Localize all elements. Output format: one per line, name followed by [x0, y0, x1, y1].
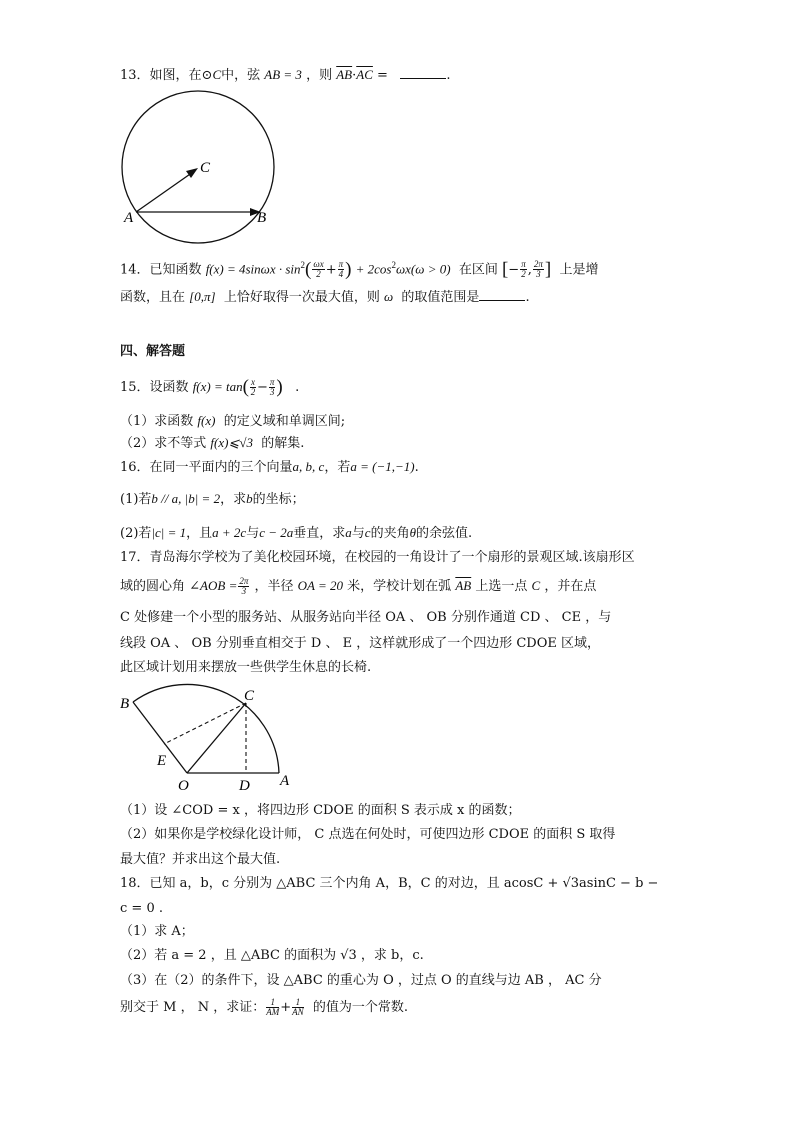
- q15-end: .: [295, 380, 300, 395]
- q14-omega: ω: [383, 289, 394, 304]
- q14-interval-intro: 在区间: [458, 262, 498, 278]
- q14-l2-mid: 上恰好取得一次最大值，则: [223, 290, 380, 305]
- q15-frac-x2: $\frac{x}{2}$: [250, 377, 256, 397]
- q14-plus: +: [325, 262, 337, 278]
- q17-part2: （2）如果你是学校绿化设计师， C 点选在何处时，可使四边形 CDOE 的面积 S 取得: [120, 827, 616, 842]
- point-a-label: A: [280, 773, 290, 789]
- q17-line3: C 处修建一个小型的服务站、从服务站向半径 OA 、 OB 分别作通道 CD 、 CE ，与: [120, 610, 612, 625]
- q13-mid: 中，弦: [221, 68, 261, 83]
- point-c-label: C: [200, 160, 211, 176]
- q14-l2-suffix: 的取值范围是: [401, 290, 480, 305]
- q14-frac-pi4: $\frac{\pi}{4}$: [338, 259, 344, 280]
- q17-part2-cont: 最大值？并求出这个最大值.: [120, 852, 281, 867]
- q16-stem: 16．在同一平面内的三个向量a, b, c，若a = (−1,−1).: [120, 459, 419, 475]
- q13-vector-ab: $\overline{AB}$: [336, 67, 353, 82]
- q18-part3-cont: 别交于 M ， N ，求证： $\frac{1}{AM}$ + $\frac{1}{AN}$ 的值为一个常数.: [120, 997, 409, 1017]
- q14-rest: + 2cos: [355, 261, 392, 277]
- q14-l2-prefix: 函数，且在: [120, 290, 186, 305]
- q13-equals: =: [377, 68, 388, 83]
- q13-end: .: [446, 68, 451, 83]
- q13-vector-ac: $\overline{AC}$: [356, 67, 373, 82]
- q14-square2: 2: [391, 260, 396, 270]
- point-a-label: A: [124, 210, 134, 226]
- q17-line5: 此区域计划用来摆放一些供学生休息的长椅.: [120, 660, 372, 675]
- q15-rparen: ): [276, 376, 283, 398]
- q14-prefix: 14．已知函数: [120, 262, 202, 278]
- point-e-label: E: [157, 753, 167, 769]
- q16-part2: (2)若|c| = 1，且a + 2c与c − 2a垂直，求a与c的夹角θ的余弦值.: [120, 525, 473, 541]
- q14-function: f(x) = 4sinωx · sin: [205, 261, 301, 277]
- q15-part2: （2）求不等式 f(x)⩽√3 的解集.: [120, 435, 305, 451]
- q14-frac-wx2: $\frac{\omega x}{2}$: [313, 259, 324, 280]
- q18-line2: c = 0 .: [120, 901, 163, 916]
- q14-frac-pi2: $\frac{\pi}{2}$: [521, 259, 526, 280]
- q14-line1: 14．已知函数 $f(x) = 4\sin\omega x \cdot \sin^2$( $\frac{\omega x}{2}$ + $\frac{\pi}{4}$ ) + $2\cos^2\omega x(\omega > 0)$ 在区间 [− $\frac{\pi}{2}$ , $\frac{2\pi}{3}$ ] 上是增: [120, 258, 599, 280]
- segment-ce: [164, 703, 246, 744]
- q13-chord: AB = 3: [264, 67, 302, 82]
- q14-l2-interval: [0,π]: [189, 289, 216, 304]
- section-heading: 四、解答题: [120, 344, 186, 359]
- q14-square: 2: [300, 260, 306, 270]
- q16-part1: (1)若b // a, |b| = 2，求b的坐标；: [120, 491, 305, 507]
- q14-lparen: (: [305, 258, 312, 280]
- q15-minus: −: [256, 380, 268, 395]
- q14-suffix: 上是增: [559, 262, 599, 278]
- point-d-label: D: [239, 778, 250, 794]
- q13-prefix: 13．如图，在⊙: [120, 68, 213, 83]
- q13-circle-letter: C: [212, 67, 222, 82]
- point-b-label: B: [257, 210, 267, 226]
- q14-minus: −: [508, 262, 520, 278]
- q17-line2: 域的圆心角 ∠AOB = $\frac{2\pi}{3}$ ，半径 OA = 20 米，学校计划在弧 $\overline{AB}$ 上选一点 C ，并在点: [120, 576, 597, 596]
- q14-lbracket: [: [501, 258, 509, 280]
- q18-line1: 18．已知 a，b，c 分别为 △ABC 三个内角 A，B，C 的对边，且 acosC + √3asinC − b −: [120, 876, 659, 891]
- q18-part1: （1）求 A；: [120, 924, 194, 939]
- q15-lparen: (: [242, 376, 249, 398]
- q14-rparen: ): [345, 258, 352, 280]
- q14-frac-2pi3: $\frac{2\pi}{3}$: [533, 259, 543, 280]
- point-o-label: O: [178, 778, 189, 794]
- q17-part1: （1）设 ∠COD = x ，将四边形 CDOE 的面积 S 表示成 x 的函数；: [120, 803, 521, 818]
- sector-arc: [133, 684, 279, 773]
- point-c-label: C: [244, 688, 255, 704]
- q14-rbracket: ]: [544, 258, 552, 280]
- q13-dot: ·: [352, 68, 357, 83]
- q14-end: .: [525, 290, 530, 305]
- q18-part3: （3）在（2）的条件下，设 △ABC 的重心为 O ，过点 O 的直线与边 AB ， AC 分: [120, 973, 602, 988]
- q13-then: ，则: [306, 68, 333, 83]
- q15-prefix: 15．设函数: [120, 380, 189, 395]
- q15-function: f(x) = tan: [192, 379, 243, 394]
- q17-line1: 17．青岛海尔学校为了美化校园环境，在校园的一角设计了一个扇形的景观区域.该扇形区: [120, 550, 635, 565]
- q17-line4: 线段 OA 、 OB 分别垂直相交于 D 、 E ，这样就形成了一个四边形 CDOE 区域，: [120, 636, 601, 651]
- q15-part1: （1）求函数 f(x) 的定义域和单调区间;: [120, 413, 346, 429]
- q15-frac-pi3: $\frac{\pi}{3}$: [269, 377, 275, 397]
- q18-part2: （2）若 a = 2 ，且 △ABC 的面积为 √3 ，求 b，c.: [120, 948, 424, 963]
- point-b-label: B: [120, 696, 130, 712]
- q14-rest2: ωx(ω > 0): [395, 261, 451, 277]
- segment-oc: [187, 703, 246, 773]
